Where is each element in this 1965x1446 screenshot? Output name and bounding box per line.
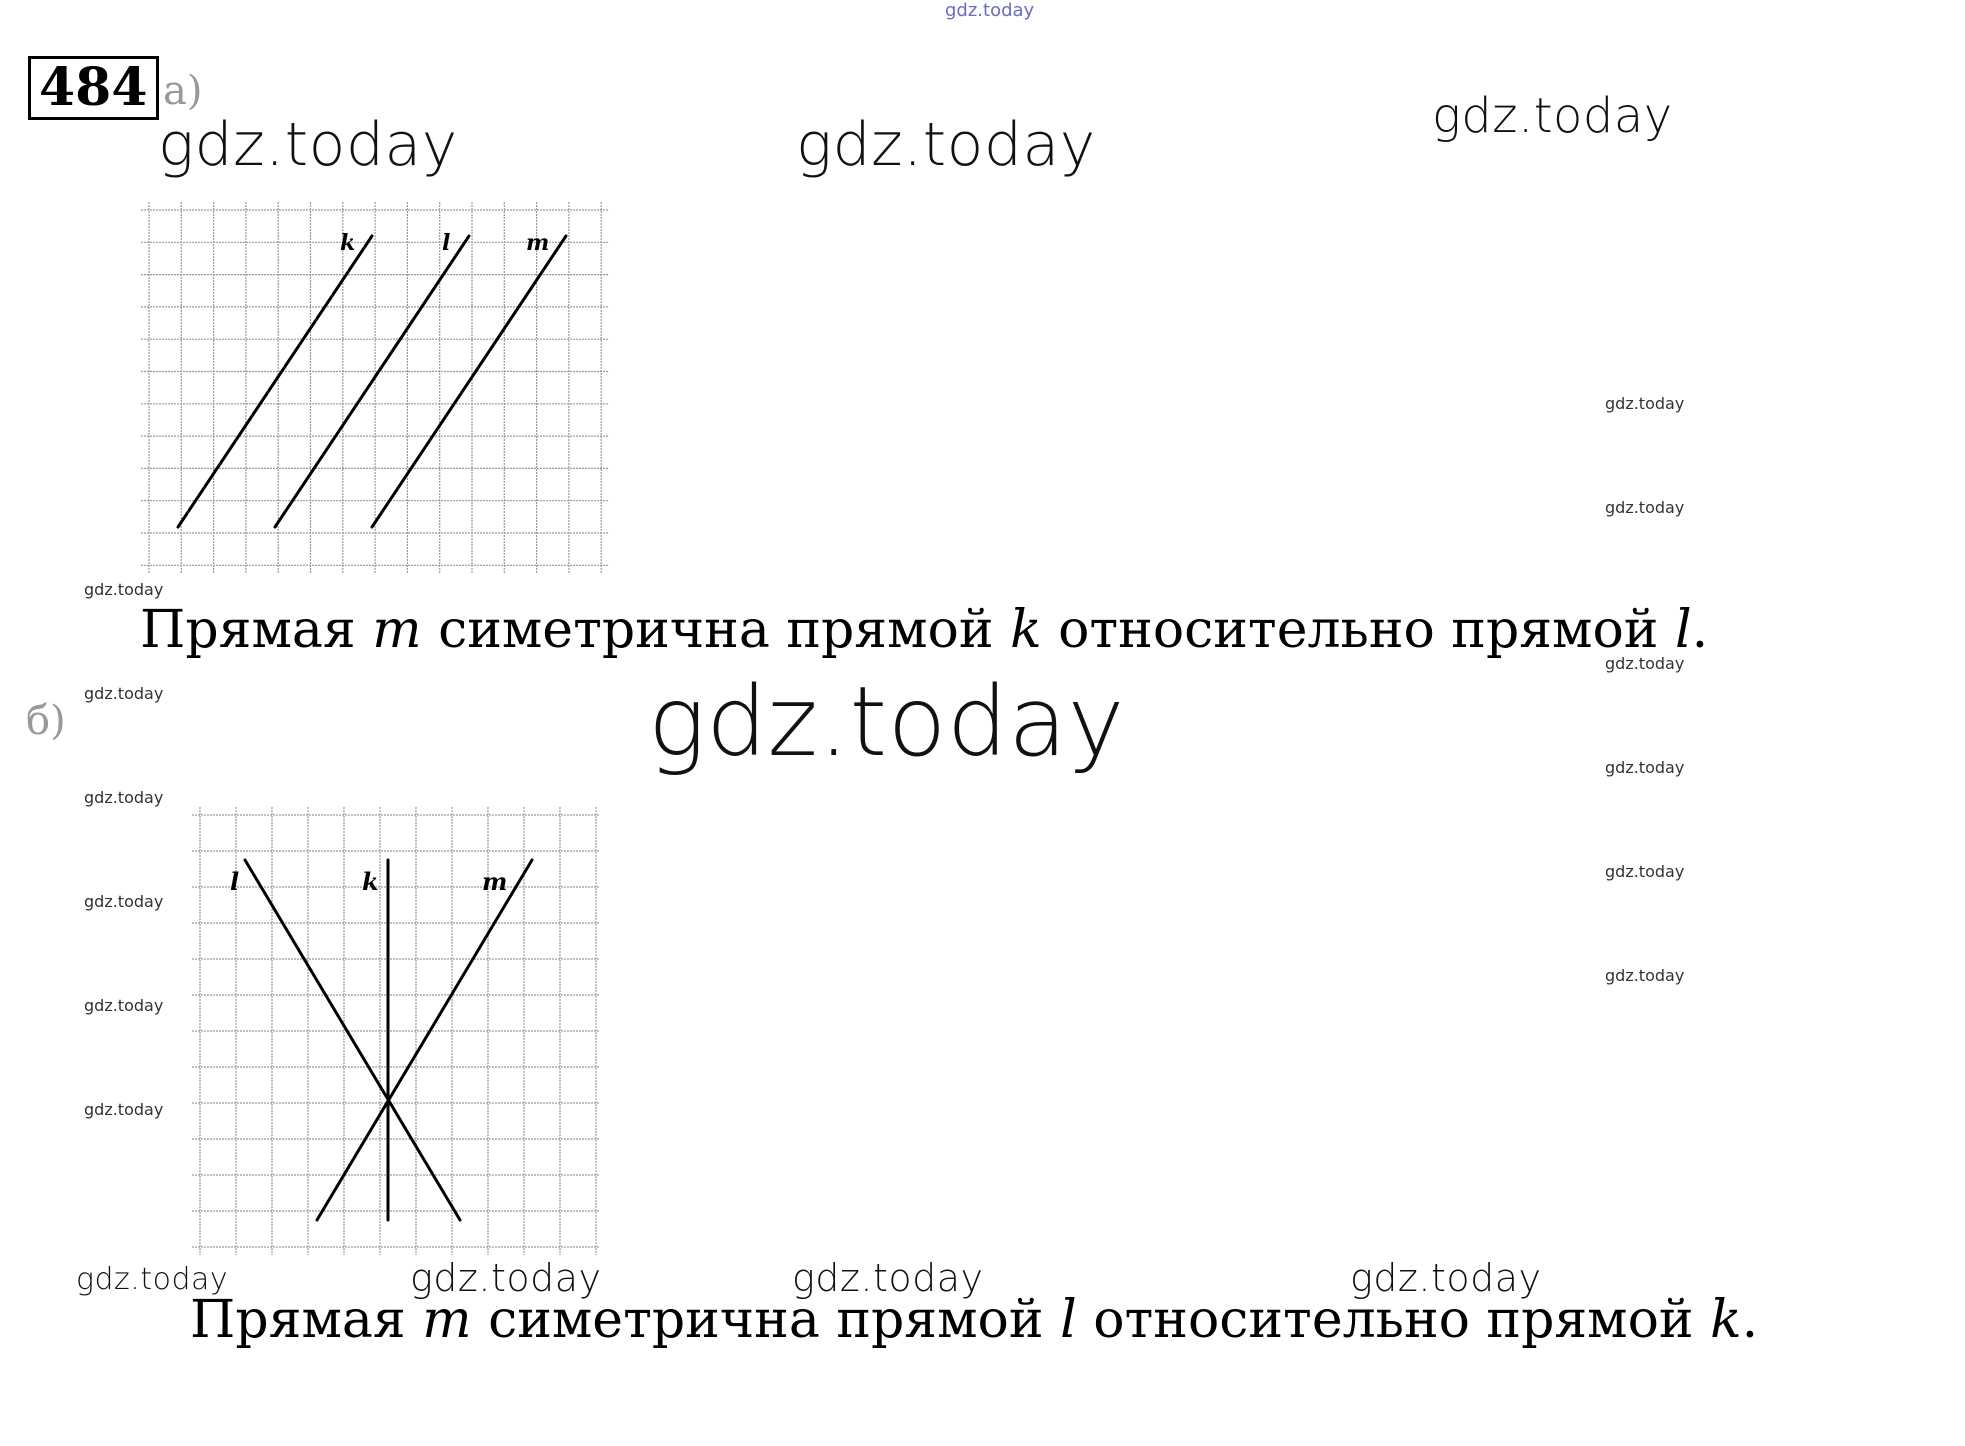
line-l-b xyxy=(245,860,460,1220)
label-m-b: m xyxy=(482,867,508,896)
watermark-small: gdz.today xyxy=(84,996,164,1015)
watermark-bottom-2: gdz.today xyxy=(410,1256,602,1300)
grid-a xyxy=(141,202,609,573)
watermark-bottom-3: gdz.today xyxy=(792,1256,984,1300)
figure-a xyxy=(140,200,630,580)
watermark-small: gdz.today xyxy=(84,892,164,911)
line-m-a xyxy=(372,236,566,527)
caption-b-text-1: Прямая xyxy=(190,1290,423,1350)
caption-a-var-1: m xyxy=(372,600,422,660)
caption-a-text-1: Прямая xyxy=(140,600,373,660)
caption-a-text-3: относительно прямой xyxy=(1041,600,1675,660)
watermark-top-right: gdz.today xyxy=(1432,88,1673,144)
watermark-top-center: gdz.today xyxy=(796,110,1096,180)
caption-b-var-2: l xyxy=(1060,1290,1077,1350)
watermark-small: gdz.today xyxy=(1605,498,1685,517)
watermark-small: gdz.today xyxy=(84,684,164,703)
lines-a xyxy=(178,236,566,527)
label-l-a: l xyxy=(442,230,451,256)
header-watermark: gdz.today xyxy=(945,0,1035,21)
label-l-b: l xyxy=(230,867,240,896)
watermark-small: gdz.today xyxy=(84,1100,164,1119)
part-b-label: б) xyxy=(26,698,66,744)
figure-b xyxy=(190,800,600,1270)
watermark-small: gdz.today xyxy=(1605,758,1685,777)
caption-a-var-3: l xyxy=(1675,600,1692,660)
watermark-small: gdz.today xyxy=(1605,394,1685,413)
label-m-a: m xyxy=(526,230,550,256)
caption-b-var-1: m xyxy=(422,1290,472,1350)
lines-b xyxy=(245,860,532,1220)
caption-a xyxy=(140,600,1708,660)
caption-a-text-2: симетрична прямой xyxy=(421,600,1011,660)
caption-a-text-4: . xyxy=(1691,600,1709,660)
caption-b-text-3: относительно прямой xyxy=(1076,1290,1711,1350)
watermark-bottom-4: gdz.today xyxy=(1350,1256,1542,1300)
line-m-b xyxy=(317,860,532,1220)
label-k-a: k xyxy=(340,230,356,256)
line-l-a xyxy=(275,236,469,527)
task-number: 484 xyxy=(28,56,159,120)
watermark-top-left: gdz.today xyxy=(158,110,458,180)
caption-b-text-4: . xyxy=(1741,1290,1759,1350)
watermark-small: gdz.today xyxy=(1605,966,1685,985)
caption-b-text-2: симетрична прямой xyxy=(471,1290,1061,1350)
caption-a-var-2: k xyxy=(1010,600,1042,660)
caption-b xyxy=(190,1290,1758,1350)
watermark-small: gdz.today xyxy=(1605,654,1685,673)
watermark-middle: gdz.today xyxy=(648,666,1125,778)
watermark-small: gdz.today xyxy=(84,788,164,807)
watermark-bottom-1: gdz.today xyxy=(76,1262,229,1297)
line-k-a xyxy=(178,236,372,527)
caption-b-var-3: k xyxy=(1710,1290,1742,1350)
label-k-b: k xyxy=(362,867,379,896)
watermark-small: gdz.today xyxy=(1605,862,1685,881)
part-a-label: а) xyxy=(163,68,203,114)
watermark-small: gdz.today xyxy=(84,580,164,599)
